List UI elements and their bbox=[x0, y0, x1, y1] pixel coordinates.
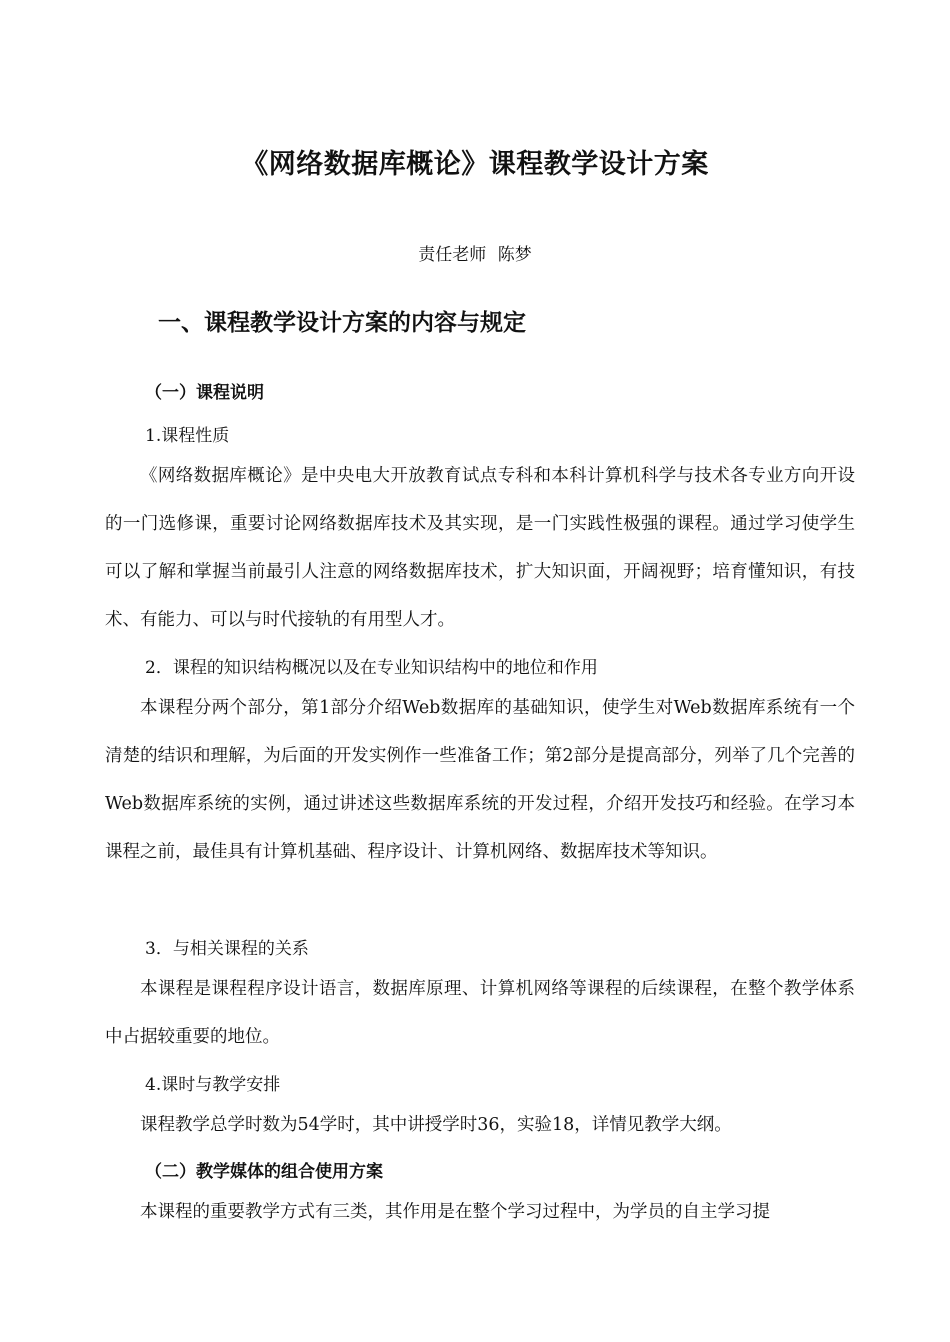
author-line: 责任老师 陈梦 bbox=[418, 245, 532, 265]
paragraph-hours: 课程教学总学时数为54学时，其中讲授学时36，实验18，详情见教学大纲。 bbox=[140, 1115, 732, 1135]
subsection-heading-teaching-media: （二）教学媒体的组合使用方案 bbox=[145, 1162, 383, 1182]
paragraph-teaching-media: 本课程的重要教学方式有三类，其作用是在整个学习过程中，为学员的自主学习提 bbox=[140, 1202, 770, 1222]
section-heading-1: 一、课程教学设计方案的内容与规定 bbox=[158, 310, 526, 336]
paragraph-course-nature: 《网络数据库概论》是中央电大开放教育试点专科和本科计算机科学与技术各专业方向开设的一门选修课，重要讨论网络数据库技术及其实现，是一门实践性极强的课程。通过学习使学生可以了解和掌握当前最引人注意的网络数据库技术，扩大知识面，开阔视野；培育懂知识，有技术、有能力、可以与时代接轨的有用型人才。 bbox=[105, 466, 855, 630]
subsection-heading-course-description: （一）课程说明 bbox=[145, 383, 264, 403]
item-heading-course-nature: 1.课程性质 bbox=[145, 426, 230, 446]
paragraph-knowledge-structure: 本课程分两个部分，第1部分介绍Web数据库的基础知识，使学生对Web数据库系统有一个清楚的结识和理解，为后面的开发实例作一些准备工作；第2部分是提高部分，列举了几个完善的Web数据库系统的实例，通过讲述这些数据库系统的开发过程，介绍开发技巧和经验。在学习本课程之前，最佳具有计算机基础、程序设计、计算机网络、数据库技术等知识。 bbox=[105, 698, 855, 862]
item-heading-hours: 4.课时与教学安排 bbox=[145, 1075, 281, 1095]
item-heading-related-courses: 3．与相关课程的关系 bbox=[145, 939, 309, 959]
item-heading-knowledge-structure: 2．课程的知识结构概况以及在专业知识结构中的地位和作用 bbox=[145, 658, 598, 678]
paragraph-related-courses: 本课程是课程程序设计语言，数据库原理、计算机网络等课程的后续课程，在整个教学体系中占据较重要的地位。 bbox=[105, 979, 855, 1047]
document-title: 《网络数据库概论》课程教学设计方案 bbox=[241, 149, 709, 180]
